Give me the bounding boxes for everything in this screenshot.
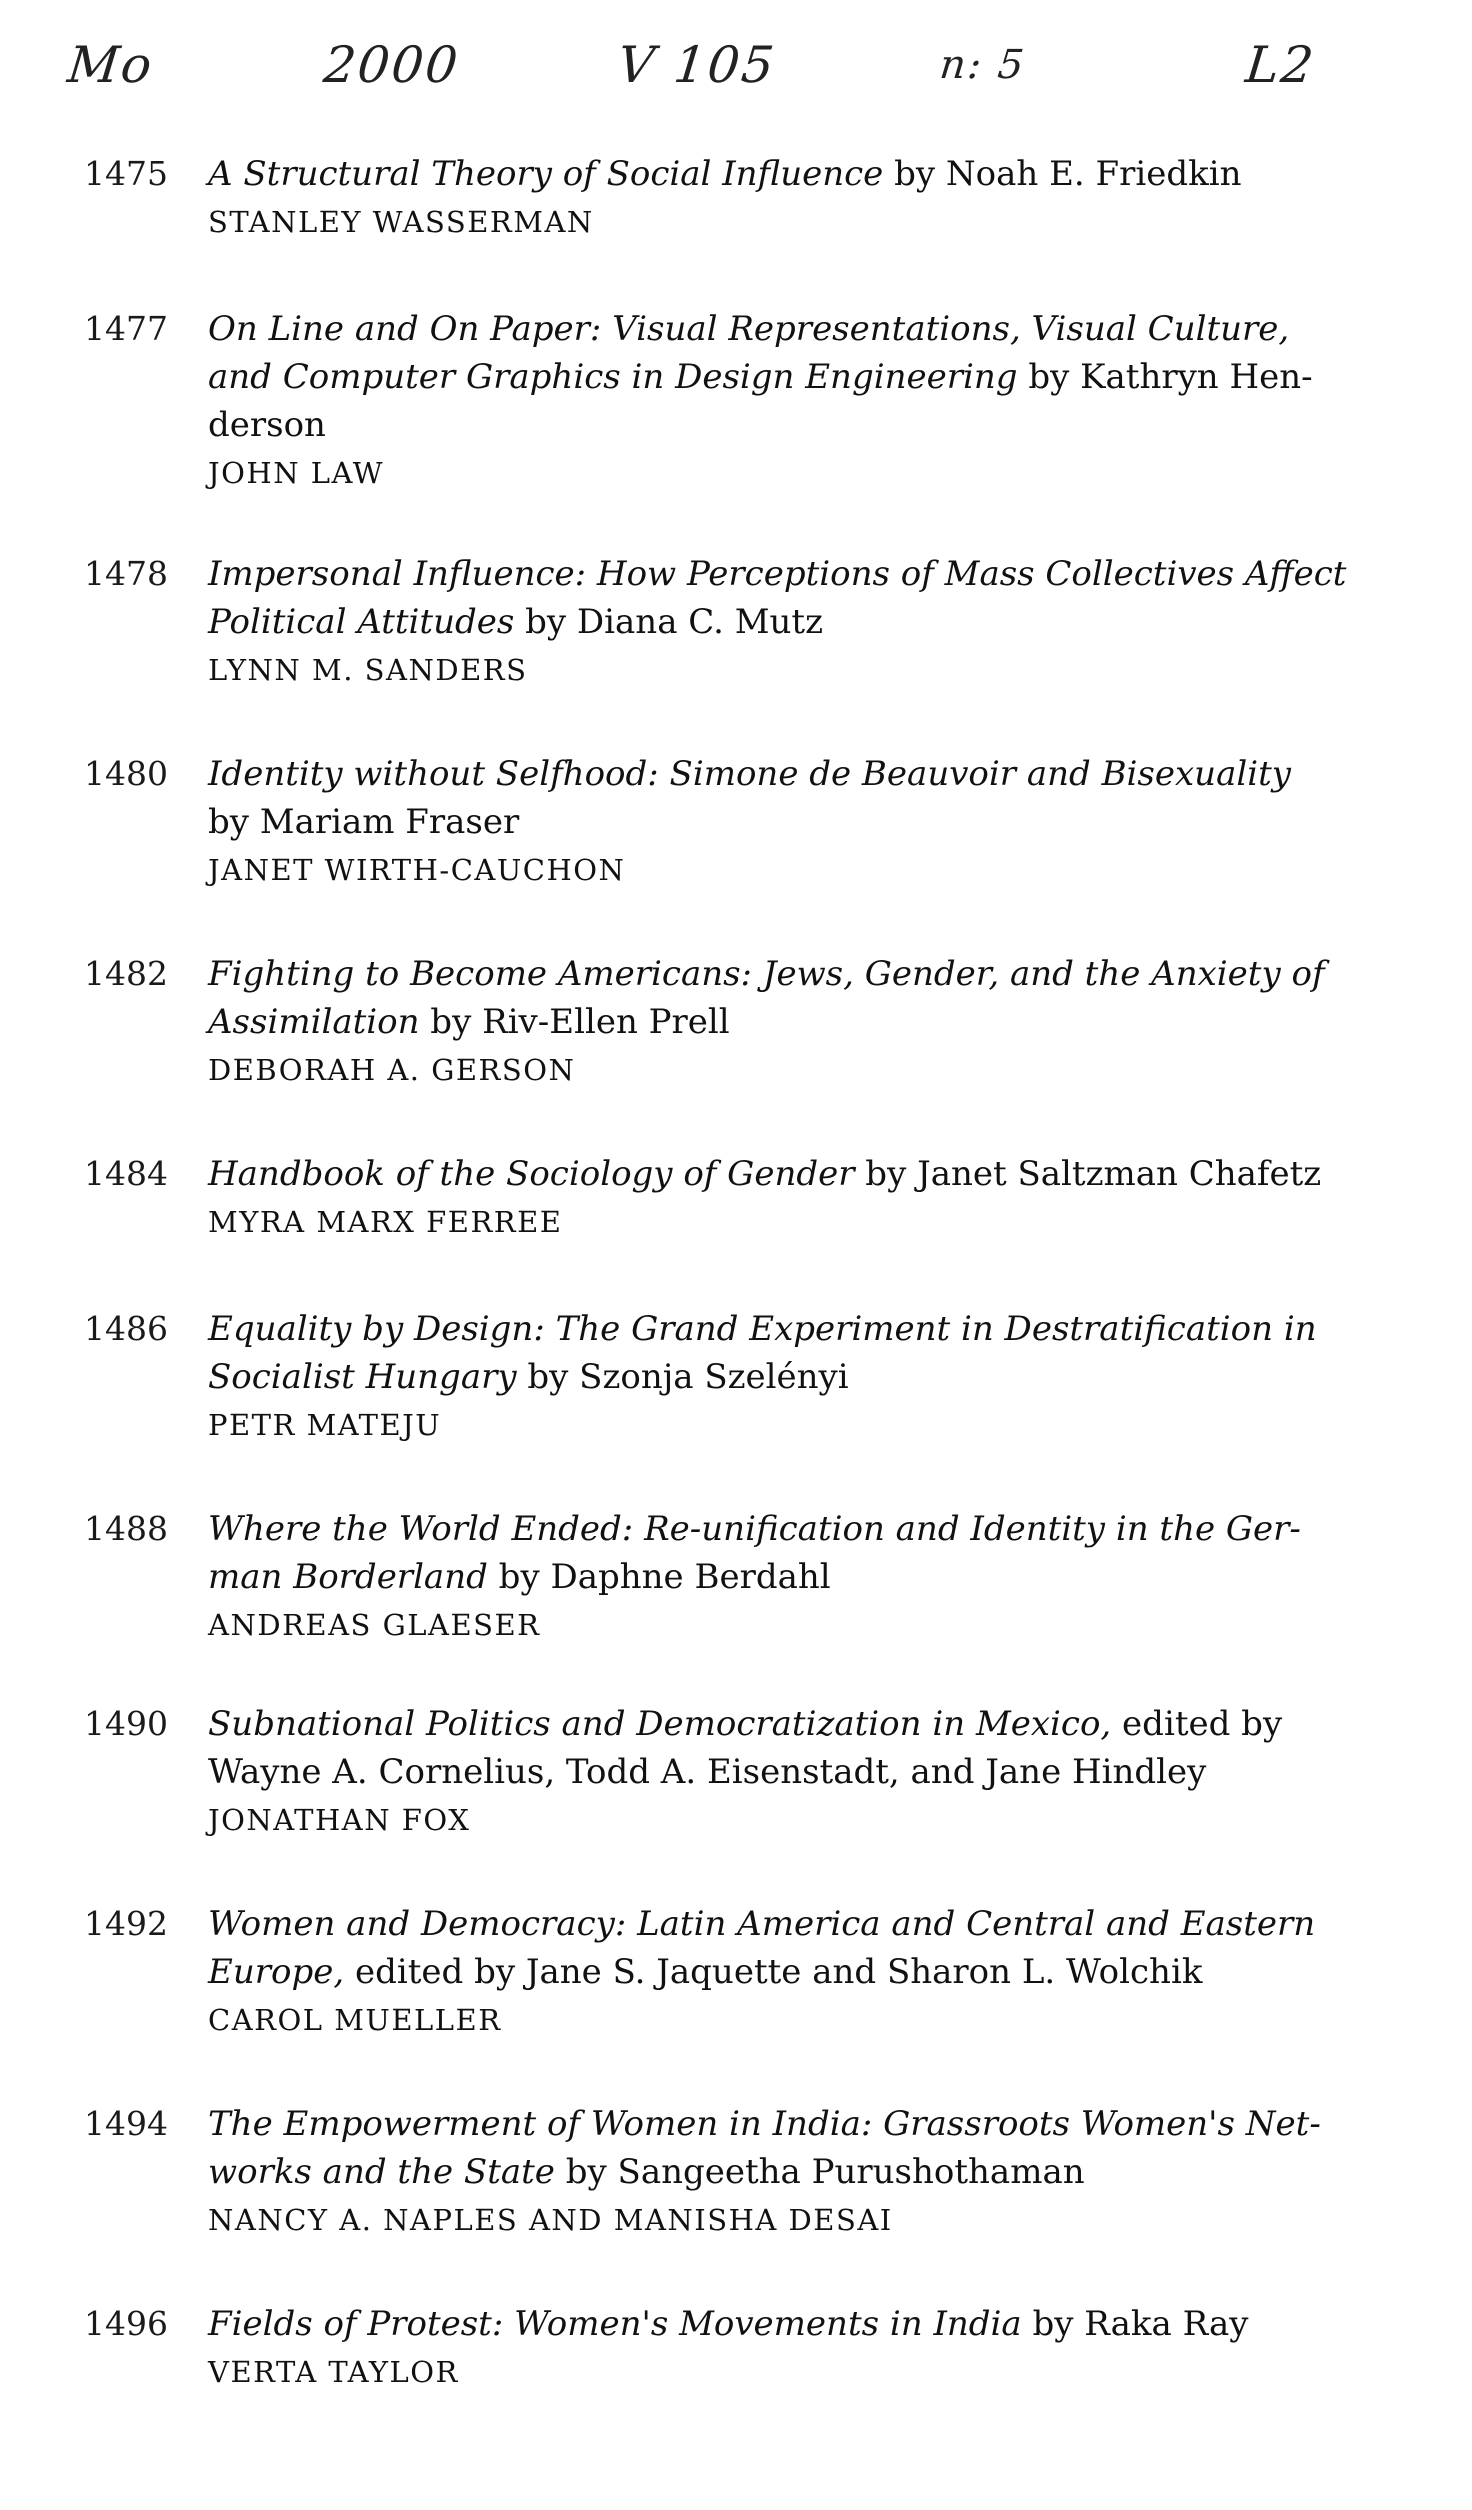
review-citation	[208, 550, 1408, 694]
reviewer-name: PETR MATEJU	[208, 1408, 442, 1442]
citation-line	[208, 305, 1408, 353]
reviewer-name: NANCY A. NAPLES AND MANISHA DESAI	[208, 2203, 893, 2237]
page-number: 1488	[84, 1509, 168, 1548]
book-title: Identity without Selfhood: Simone de Beauvoir and Bisexuality	[208, 754, 1291, 794]
book-title: man Borderland	[208, 1557, 488, 1597]
page-number: 1486	[84, 1309, 168, 1348]
author-text: Wayne A. Cornelius, Todd A. Eisenstadt, and Jane Hindley	[208, 1752, 1207, 1792]
reviewer-name: JOHN LAW	[208, 456, 385, 490]
book-title: Women and Democracy: Latin America and Central and Eastern	[208, 1904, 1316, 1944]
book-title: works and the State	[208, 2152, 555, 2192]
page-number: 1478	[84, 554, 168, 593]
handwritten-note: n: 5	[937, 42, 1028, 88]
author-text: by Noah E. Friedkin	[883, 154, 1242, 194]
citation-line	[208, 401, 1408, 449]
review-citation	[208, 1505, 1408, 1649]
author-text: by Kathryn Hen-	[1017, 357, 1313, 397]
review-citation	[208, 1900, 1408, 2044]
page-number: 1475	[84, 154, 168, 193]
reviewer-name: LYNN M. SANDERS	[208, 653, 528, 687]
reviewer-name: DEBORAH A. GERSON	[208, 1053, 576, 1087]
review-citation	[208, 950, 1408, 1094]
review-citation	[208, 750, 1408, 894]
author-text: by Raka Ray	[1021, 2304, 1249, 2344]
book-title: and Computer Graphics in Design Engineering	[208, 357, 1018, 397]
review-citation	[208, 150, 1408, 246]
citation-line	[208, 998, 1408, 1046]
page-number: 1477	[84, 309, 168, 348]
reviewer-name: CAROL MUELLER	[208, 2003, 502, 2037]
book-title: Subnational Politics and Democratization in Mexico,	[208, 1704, 1112, 1744]
review-citation	[208, 1305, 1408, 1449]
citation-line	[208, 550, 1408, 598]
handwritten-header	[0, 30, 1472, 110]
author-text: derson	[208, 405, 326, 445]
citation-line	[208, 798, 1408, 846]
review-citation	[208, 1700, 1408, 1844]
citation-line	[208, 1305, 1408, 1353]
citation-line	[208, 1553, 1408, 1601]
book-title: On Line and On Paper: Visual Representations, Visual Culture,	[208, 309, 1290, 349]
author-text: by Diana C. Mutz	[514, 602, 823, 642]
reviewer-name: JONATHAN FOX	[208, 1803, 471, 1837]
reviewer-name: ANDREAS GLAESER	[208, 1608, 541, 1642]
citation-line	[208, 598, 1408, 646]
book-title: Where the World Ended: Re-unification and Identity in the Ger-	[208, 1509, 1301, 1549]
author-text: by Szonja Szelényi	[516, 1357, 849, 1397]
author-text: by Mariam Fraser	[208, 802, 520, 842]
citation-line	[208, 750, 1408, 798]
citation-line	[208, 1748, 1408, 1796]
review-citation	[208, 2100, 1408, 2244]
author-text: edited by	[1111, 1704, 1283, 1744]
reviewer-name: VERTA TAYLOR	[208, 2355, 459, 2389]
book-title: Fields of Protest: Women's Movements in India	[208, 2304, 1022, 2344]
page-number: 1480	[84, 754, 168, 793]
page-number: 1490	[84, 1704, 168, 1743]
author-text: by Daphne Berdahl	[487, 1557, 831, 1597]
reviewer-name: JANET WIRTH-CAUCHON	[208, 853, 626, 887]
book-title: Impersonal Influence: How Perceptions of Mass Collectives Affect	[208, 554, 1347, 594]
citation-line	[208, 353, 1408, 401]
book-title: Political Attitudes	[208, 602, 515, 642]
page-number: 1484	[84, 1154, 168, 1193]
page-number: 1496	[84, 2304, 168, 2343]
handwritten-note: L2	[1242, 36, 1319, 94]
book-title: Handbook of the Sociology of Gender	[208, 1154, 855, 1194]
book-title: Socialist Hungary	[208, 1357, 517, 1397]
review-citation	[208, 2300, 1408, 2396]
reviewer-name: STANLEY WASSERMAN	[208, 205, 594, 239]
handwritten-note: V 105	[614, 36, 779, 94]
author-text: by Sangeetha Purushothaman	[554, 2152, 1085, 2192]
author-text: edited by Jane S. Jaquette and Sharon L. Wolchik	[344, 1952, 1203, 1992]
citation-line	[208, 2148, 1408, 2196]
reviewer-name: MYRA MARX FERREE	[208, 1205, 563, 1239]
citation-line	[208, 1700, 1408, 1748]
page-number: 1492	[84, 1904, 168, 1943]
citation-line	[208, 950, 1408, 998]
author-text: by Riv-Ellen Prell	[419, 1002, 730, 1042]
book-title: The Empowerment of Women in India: Grassroots Women's Net-	[208, 2104, 1321, 2144]
citation-line	[208, 1353, 1408, 1401]
citation-line	[208, 1505, 1408, 1553]
handwritten-note: Mo	[64, 36, 157, 94]
review-citation	[208, 305, 1408, 497]
book-title: Equality by Design: The Grand Experiment in Destratification in	[208, 1309, 1317, 1349]
page-number: 1494	[84, 2104, 168, 2143]
book-title: Assimilation	[208, 1002, 420, 1042]
citation-line	[208, 2100, 1408, 2148]
citation-line	[208, 2300, 1408, 2348]
page-number: 1482	[84, 954, 168, 993]
citation-line	[208, 150, 1408, 198]
review-citation	[208, 1150, 1408, 1246]
citation-line	[208, 1948, 1408, 1996]
book-title: Fighting to Become Americans: Jews, Gender, and the Anxiety of	[208, 954, 1325, 994]
book-title: A Structural Theory of Social Influence	[208, 154, 884, 194]
citation-line	[208, 1150, 1408, 1198]
author-text: by Janet Saltzman Chafetz	[854, 1154, 1322, 1194]
citation-line	[208, 1900, 1408, 1948]
handwritten-note: 2000	[320, 36, 463, 94]
book-title: Europe,	[208, 1952, 345, 1992]
